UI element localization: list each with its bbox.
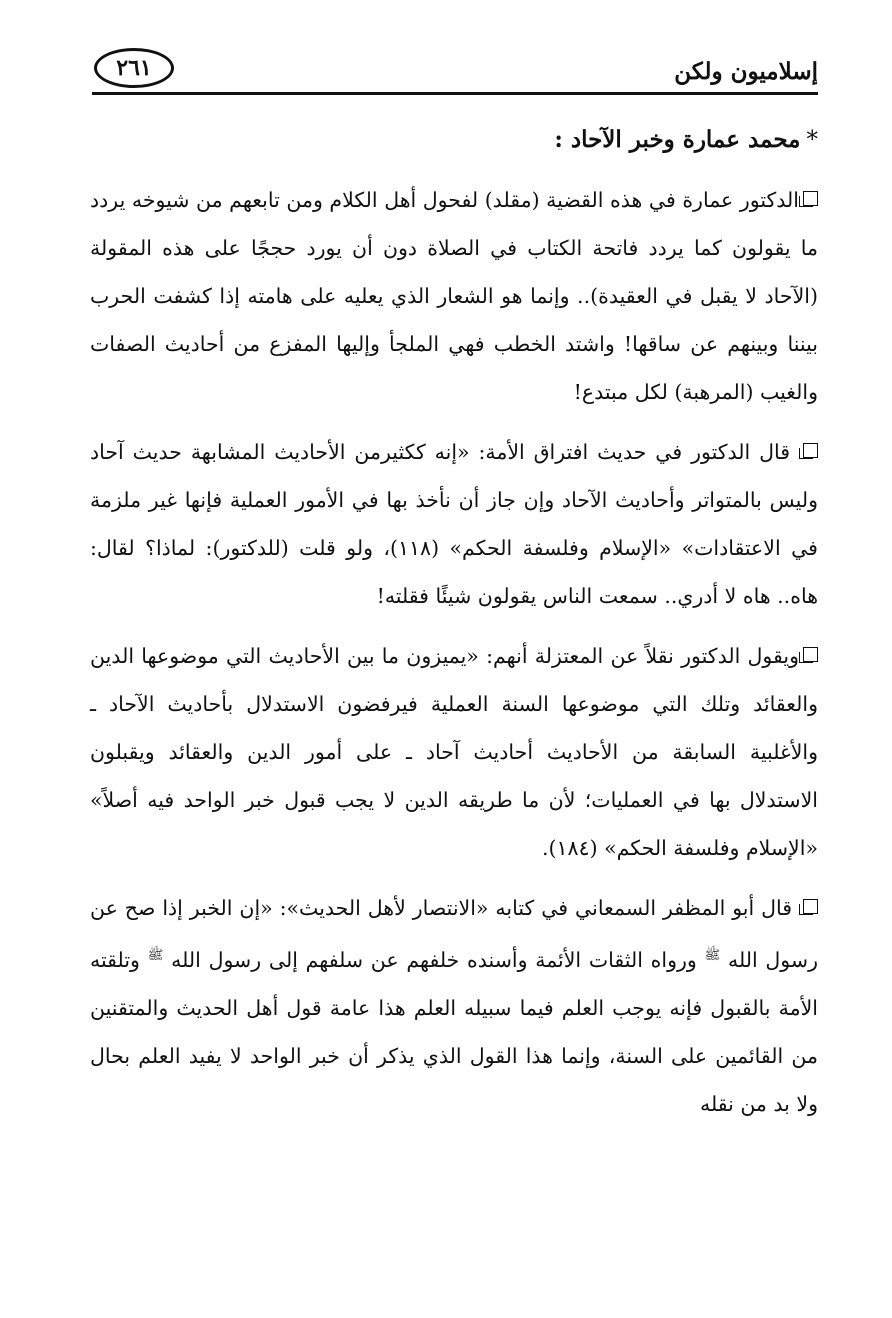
paragraph-marker-icon <box>803 191 818 206</box>
salawat-honorific: ﷺ <box>147 948 164 963</box>
header-rule <box>92 92 818 95</box>
paragraph-text: قال الدكتور في حديث افتراق الأمة: «إنه ككثيرمن الأحاديث المشابهة حديث آحاد وليس بالمتواتر وأحاديث الآحاد وإن جاز أن نأخذ بها في الأمور العملية فإنها غير ملزمة في الاعتقادات» «الإسلام وفلسفة الحكم» (١١٨)، ولو قلت (للدكتور): لماذا؟ لقال: هاه.. هاه لا أدري.. سمعت الناس يقولون شيئًا فقلته! <box>90 440 818 608</box>
page-header <box>92 36 818 100</box>
running-book-title: إسلاميون ولكن <box>674 58 818 85</box>
paragraph-3 <box>90 632 818 872</box>
salawat-honorific: ﷺ <box>704 948 721 963</box>
paragraph-1 <box>90 176 818 416</box>
page-number-oval <box>94 48 174 88</box>
paragraph-4 <box>90 884 818 1128</box>
paragraph-marker-icon <box>803 899 818 914</box>
paragraph-marker-icon <box>803 647 818 662</box>
section-heading-text: محمد عمارة وخبر الآحاد : <box>554 126 801 153</box>
paragraph-text-part-1: قال أبو المظفر السمعاني في كتابه «الانتصار لأهل الحديث»: «إن الخبر إذا صح عن رسول الله <box>90 896 818 972</box>
page-number: ٢٦١ <box>116 55 152 81</box>
section-heading <box>90 118 818 162</box>
paragraph-marker-icon <box>803 443 818 458</box>
paragraph-2 <box>90 428 818 620</box>
page-content <box>90 118 818 1140</box>
paragraph-text: الدكتور عمارة في هذه القضية (مقلد) لفحول أهل الكلام ومن تابعهم من شيوخه يردد ما يقولون كما يردد فاتحة الكتاب في الصلاة دون أن يورد حججًا على هذه المقولة (الآحاد لا يقبل في العقيدة).. وإنما هو الشعار الذي يعليه على هامته إذا كشفت الحرب بيننا وبينهم عن ساقها! واشتد الخطب فهي الملجأ وإليها المفزع من أحاديث الصفات والغيب (المرهبة) لكل مبتدع! <box>90 188 818 404</box>
star-bullet: * <box>806 127 818 153</box>
paragraph-text-part-3: وتلقته الأمة بالقبول فإنه يوجب العلم فيما سبيله العلم هذا عامة قول أهل الحديث والمتقنين من القائمين على السنة، وإنما هذا القول الذي يذكر أن خبر الواحد لا يفيد العلم بحال ولا بد من نقله <box>90 947 818 1116</box>
paragraph-text-part-2: ورواه الثقات الأئمة وأسنده خلفهم عن سلفهم إلى رسول الله <box>163 947 705 972</box>
paragraph-text: ويقول الدكتور نقلاً عن المعتزلة أنهم: «يميزون ما بين الأحاديث التي موضوعها الدين والعقائد وتلك التي موضوعها السنة العملية فيرفضون الاستدلال بأحاديث الآحاد ـ والأغلبية السابقة من الأحاديث أحاديث آحاد ـ على أمور الدين والعقائد ويقبلون الاستدلال بها في العمليات؛ لأن ما طريقه الدين لا يجب قبول خبر الواحد فيه أصلاً» «الإسلام وفلسفة الحكم» (١٨٤). <box>90 644 818 860</box>
